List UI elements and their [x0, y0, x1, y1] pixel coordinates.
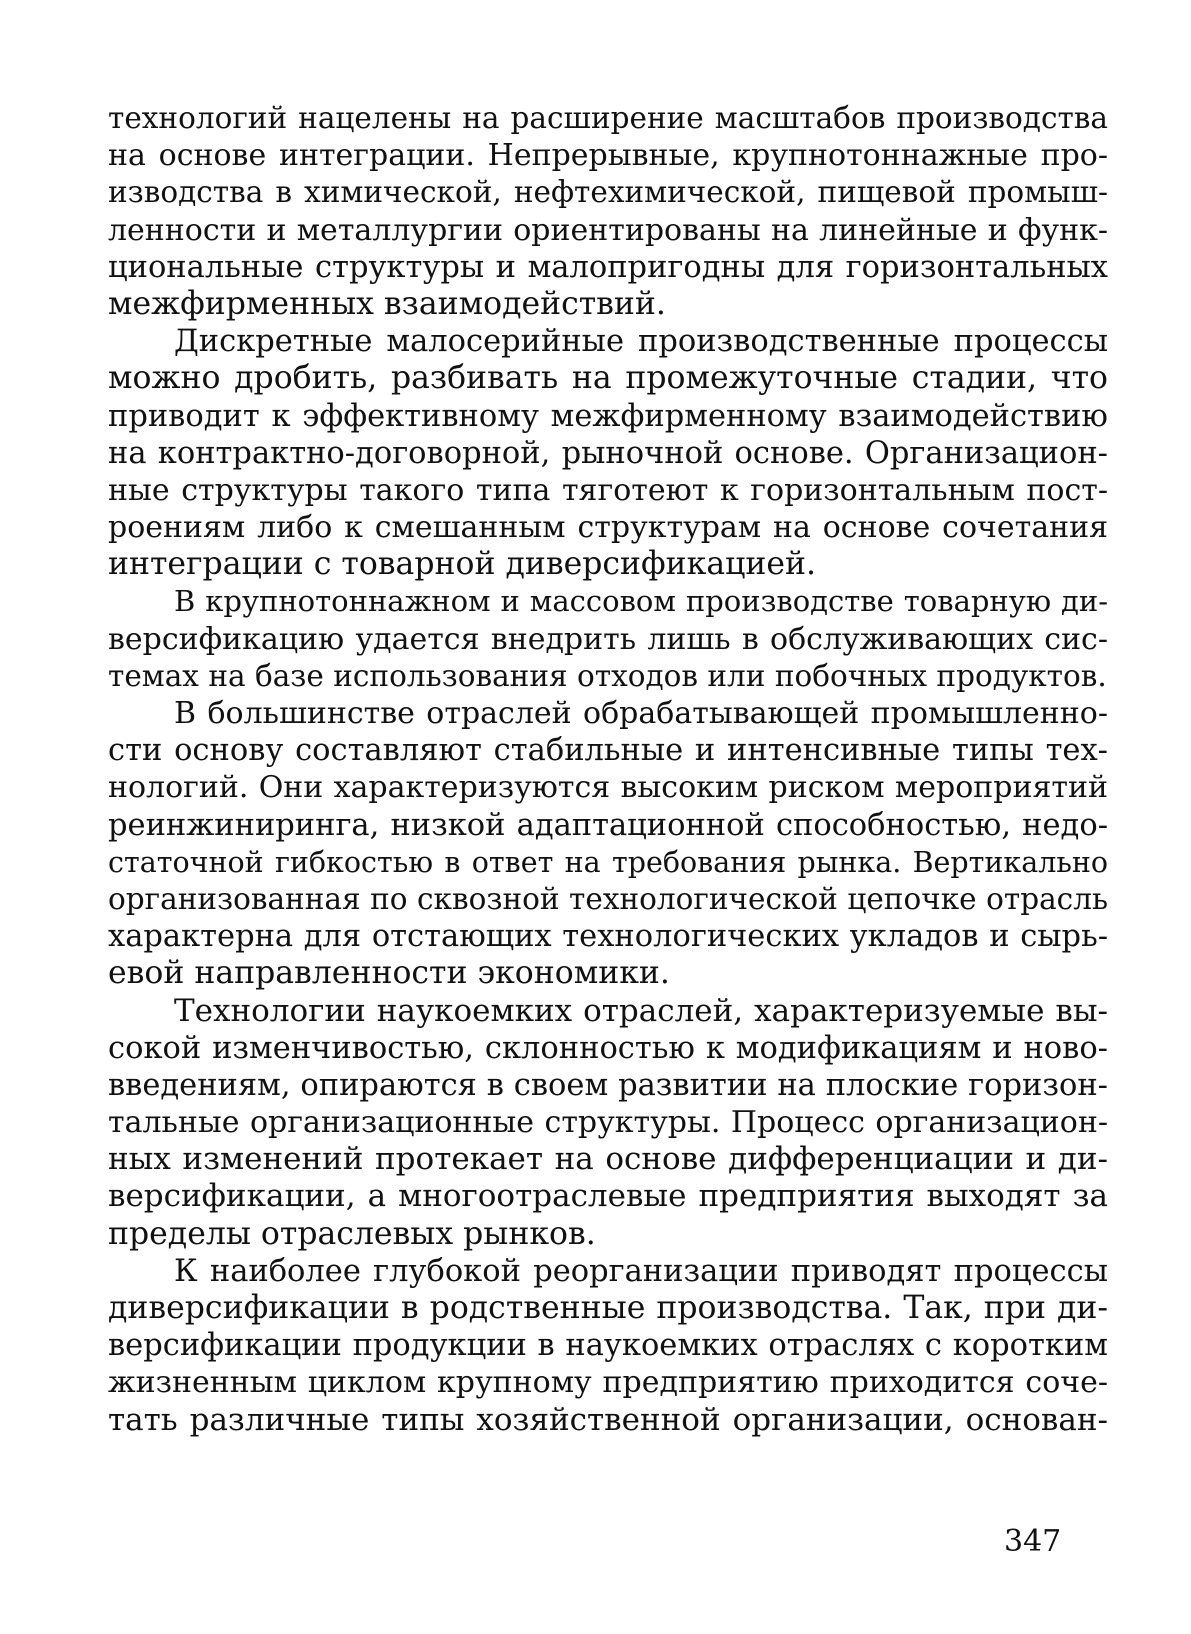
text-line: реинжиниринга, низкой адаптационной способностью, недо- — [108, 807, 1108, 843]
text-line: версификации продукции в наукоемких отраслях с коротким — [108, 1328, 1108, 1364]
text-line: евой направленности экономики. — [108, 955, 670, 992]
text-line: характерна для отстающих технологических укладов и сырь- — [108, 919, 1108, 955]
text-line: сти основу составляют стабильные и интенсивные типы тех- — [108, 733, 1108, 769]
page-number: 347 — [1004, 1524, 1062, 1559]
text-line: тальные организационные структуры. Процесс организацион- — [108, 1105, 1108, 1141]
text-line: изводства в химической, нефтехимической, пищевой промыш- — [108, 175, 1108, 210]
text-line: роениям либо к смешанным структурам на основе сочетания — [108, 510, 1108, 546]
text-line: К наиболее глубокой реорганизации приводят процессы — [174, 1253, 1108, 1289]
text-line: версификации, а многоотраслевые предприятия выходят за — [108, 1178, 1108, 1215]
text-line: циональные структуры и малопригодны для горизонтальных — [108, 249, 1108, 285]
text-line: статочной гибкостью в ответ на требования рынка. Вертикально — [108, 845, 1108, 879]
text-line: нологий. Они характеризуются высоким риском мероприятий — [108, 770, 1108, 806]
text-line: В крупнотоннажном и массовом производстве товарную ди- — [174, 584, 1108, 619]
text-line: Технологии наукоемких отраслей, характеризуемые вы- — [174, 992, 1108, 1029]
text-line: диверсификации в родственные производства. Так, при ди- — [108, 1290, 1108, 1326]
body-text — [108, 100, 1108, 1439]
text-line: пределы отраслевых рынков. — [108, 1215, 596, 1252]
text-line: интеграции с товарной диверсификацией. — [108, 546, 817, 583]
text-line: Дискретные малосерийные производственные процессы — [174, 324, 1108, 360]
text-line: ных изменений протекает на основе дифференциации и ди- — [108, 1141, 1108, 1178]
text-line: сокой изменчивостью, склонностью к модификациям и ново- — [108, 1030, 1108, 1066]
text-line: межфирменных взаимодействий. — [108, 285, 666, 322]
text-line: жизненным циклом крупному предприятию приходится соче- — [108, 1365, 1108, 1401]
text-line: можно дробить, разбивать на промежуточные стадии, что — [108, 360, 1108, 397]
text-line: тать различные типы хозяйственной организации, основан- — [108, 1401, 1108, 1438]
text-line: организованная по сквозной технологической цепочке отрасль — [108, 881, 1108, 916]
text-line: ленности и металлургии ориентированы на линейные и функ- — [108, 212, 1108, 248]
text-line: версификацию удается внедрить лишь в обслуживающих сис- — [108, 621, 1108, 657]
text-line: на контрактно-договорной, рыночной основе. Организацион- — [108, 435, 1108, 471]
text-line: на основе интеграции. Непрерывные, крупнотоннажные про- — [108, 138, 1108, 174]
text-line: темах на базе использования отходов или побочных продуктов. — [108, 658, 1107, 693]
text-line: введениям, опираются в своем развитии на плоские горизон- — [108, 1067, 1108, 1103]
text-line: приводит к эффективному межфирменному взаимодействию — [108, 398, 1108, 434]
text-line: технологий нацелены на расширение масштабов производства — [108, 101, 1108, 135]
text-line: ные структуры такого типа тяготеют к горизонтальным пост- — [108, 472, 1108, 508]
text-line: В большинстве отраслей обрабатывающей промышленно- — [174, 696, 1108, 731]
